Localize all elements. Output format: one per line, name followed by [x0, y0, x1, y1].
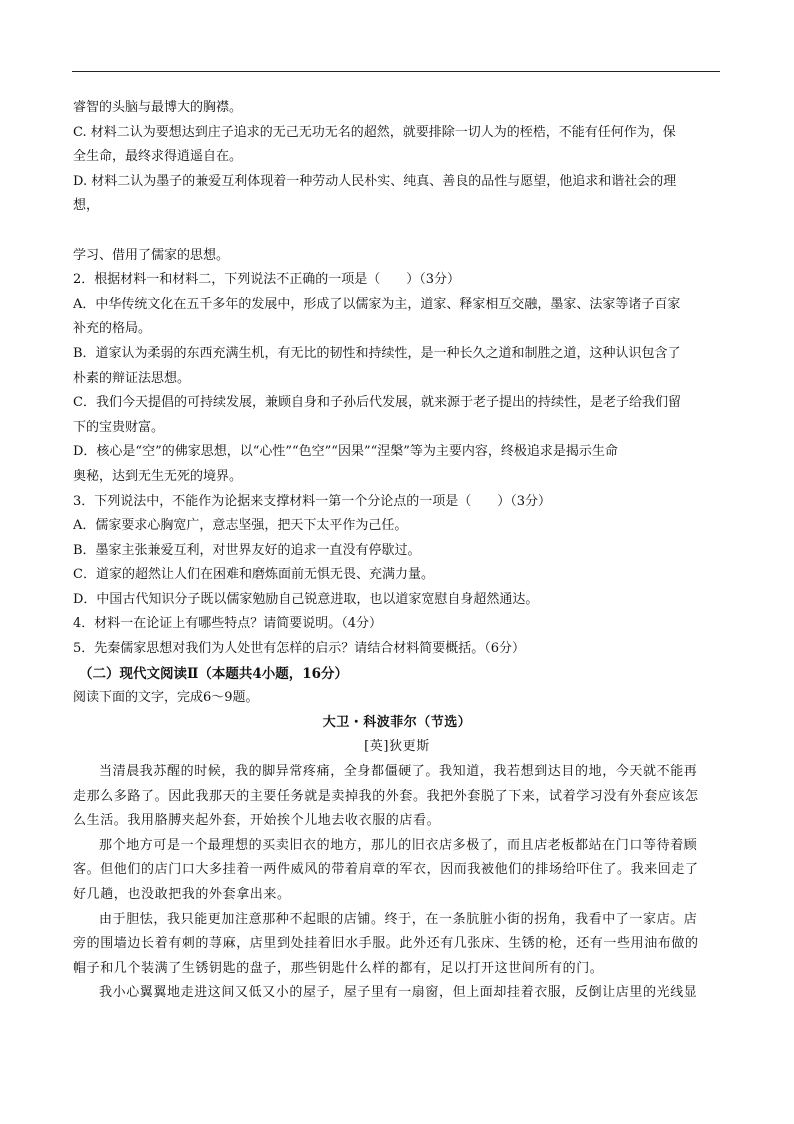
article-author: [英]狄更斯 [364, 739, 430, 755]
section-2-instruction: 阅读下面的文字，完成6～9题。 [73, 690, 259, 706]
article-p2-line-2: 客。但他们的店门口大多挂着一两件威风的带着肩章的军衣，因而我被他们的排场给吓住了。我来回走了 [73, 862, 699, 878]
article-p3-line-2: 旁的围墙边长着有刺的荨麻，店里到处挂着旧水手服。此外还有几张床、生锈的枪，还有一些用油布做的 [73, 936, 699, 952]
option-c-line-1: C. 材料二认为要想达到庄子追求的无己无功无名的超然，就要排除一切人为的桎梏，不能有任何作为，保 [73, 124, 676, 140]
option-d-line-2: 想， [73, 198, 100, 214]
article-title: 大卫・科波菲尔（节选） [322, 714, 472, 730]
header-rule [72, 71, 720, 72]
question-2-stem: 2．根据材料一和材料二，下列说法不正确的一项是（ ）（3分） [73, 272, 461, 288]
option-d-line-3: 学习、借用了儒家的思想。 [73, 247, 230, 263]
question-3-stem: 3．下列说法中，不能作为论据来支撑材料一第一个分论点的一项是（ ）（3分） [73, 493, 552, 509]
article-p4-line-1: 我小心翼翼地走进这间又低又小的屋子，屋子里有一扇窗，但上面却挂着衣服，反倒让店里的光线显 [99, 985, 698, 1001]
blank-line [73, 219, 721, 244]
question-2-option-d-line-1: D．核心是“空”的佛家思想，以“心性”“色空”“因果”“涅槃”等为主要内容，终极追求是揭示生命 [73, 444, 618, 460]
question-2-option-b-line-2: 朴素的辩证法思想。 [73, 370, 191, 386]
question-3-option-b: B．墨家主张兼爱互利，对世界友好的追求一直没有停歇过。 [73, 542, 421, 558]
question-2-option-a-line-2: 补充的格局。 [73, 321, 152, 337]
article-p2-line-1: 那个地方可是一个最理想的买卖旧衣的地方，那儿的旧衣店多极了，而且店老板都站在门口等待着顾 [99, 837, 698, 853]
article-text [73, 760, 721, 1006]
question-3-option-a: A．儒家要求心胸宽广，意志坚强，把天下太平作为己任。 [73, 518, 408, 534]
article-p2-line-3: 好几趟，也没敢把我的外套拿出来。 [73, 887, 291, 902]
question-2-option-c-line-2: 下的宝贵财富。 [73, 419, 165, 435]
section-2-heading: （二）现代文阅读Ⅱ（本题共4小题，16分） [79, 665, 349, 682]
question-2-option-d-line-2: 奥秘，达到无生无死的境界。 [73, 468, 243, 484]
option-b-continuation: 睿智的头脑与最博大的胸襟。 [73, 100, 243, 115]
article-p1-line-1: 当清晨我苏醒的时候，我的脚异常疼痛，全身都僵硬了。我知道，我若想到达目的地，今天就不能再 [99, 764, 698, 780]
question-5: 5．先秦儒家思想对我们为人处世有怎样的启示？请结合材料简要概括。（6分） [73, 641, 526, 657]
article-p1-line-3: 么生活。我用胳膊夹起外套，开始挨个儿地去收衣服的店看。 [73, 813, 441, 829]
question-2-option-c-line-1: C．我们今天提倡的可持续发展，兼顾自身和子孙后代发展，就来源于老子提出的持续性，是老子给我们留 [73, 395, 681, 411]
question-3-option-d: D．中国古代知识分子既以儒家勉励自己锐意进取，也以道家宽慰自身超然通达。 [73, 591, 539, 607]
article-p3-line-3: 帽子和几个装满了生锈钥匙的盘子，那些钥匙什么样的都有，足以打开这世间所有的门。 [73, 960, 604, 976]
article-p1-line-2: 走那么多路了。因此我那天的主要任务就是卖掉我的外套。我把外套脱了下来，试着学习没有外套应该怎 [73, 788, 699, 804]
question-2-option-b-line-1: B．道家认为柔弱的东西充满生机，有无比的韧性和持续性，是一种长久之道和制胜之道，这种认识包含了 [73, 345, 681, 361]
article-p3-line-1: 由于胆怯，我只能更加注意那种不起眼的店铺。终于，在一条肮脏小街的拐角，我看中了一家店。店 [99, 911, 698, 927]
question-2-option-a-line-1: A．中华传统文化在五千多年的发展中，形成了以儒家为主，道家、释家相互交融，墨家、法家等诸子百家 [73, 296, 681, 312]
question-3-option-c: C．道家的超然让人们在困难和磨炼面前无惧无畏、充满力量。 [73, 567, 434, 583]
question-4: 4．材料一在论证上有哪些特点？请简要说明。（4分） [73, 616, 383, 632]
option-d-line-1: D. 材料二认为墨子的兼爱互利体现着一种劳动人民朴实、纯真、善良的品性与愿望，他追求和谐社会的理 [73, 173, 677, 189]
option-c-line-2: 全生命，最终求得逍遥自在。 [73, 149, 243, 165]
document-body [73, 96, 721, 1006]
